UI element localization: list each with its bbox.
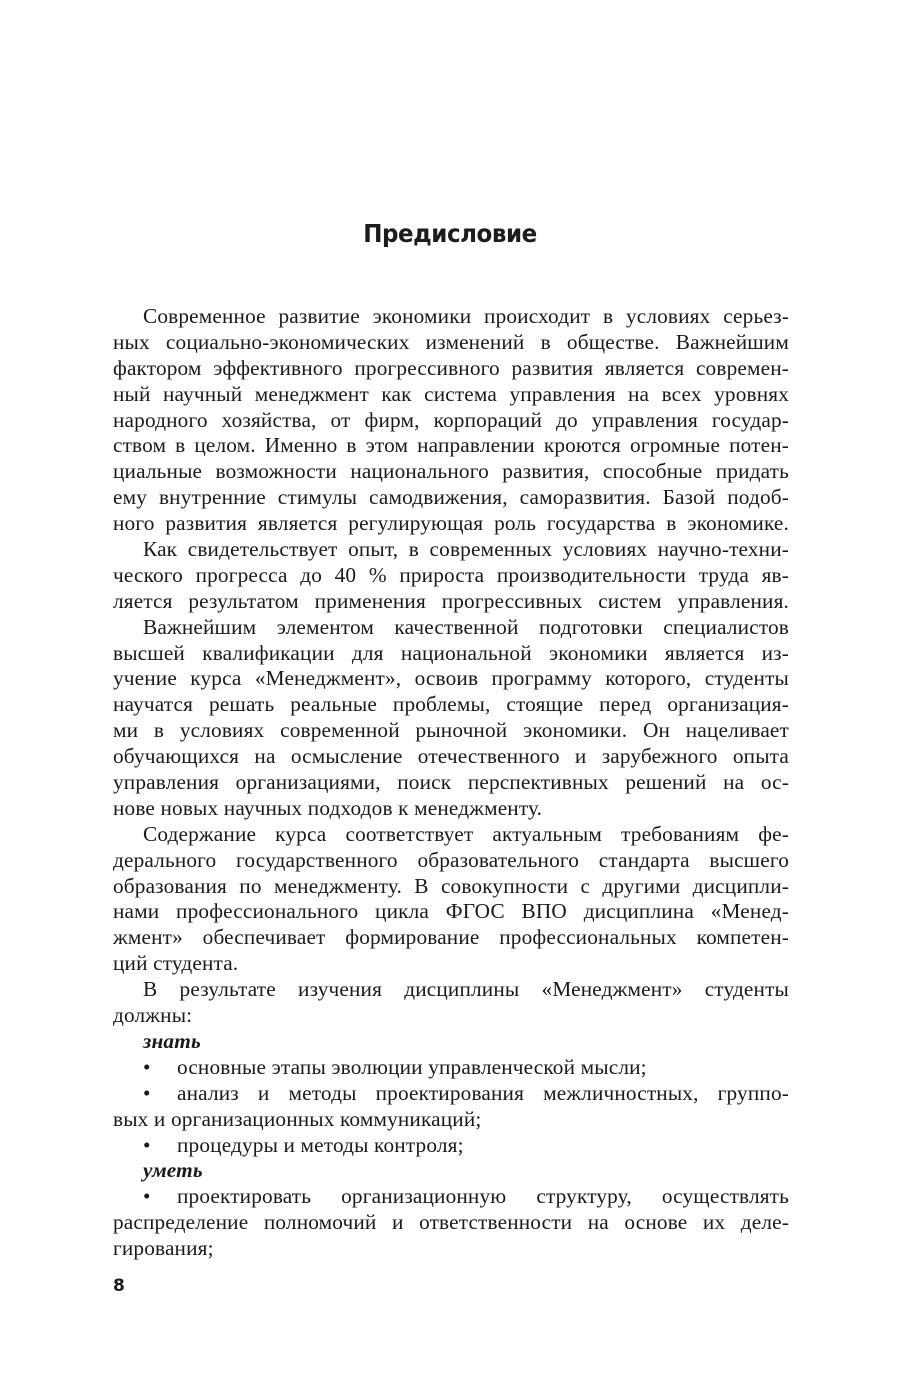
list-item-text: анализ и методы проектирования межличностных, группо- <box>177 1080 789 1105</box>
paragraph-line: нами профессионального цикла ФГОС ВПО дисциплина «Менед- <box>113 899 789 924</box>
paragraph-line: Современное развитие экономики происходит в условиях серьез- <box>143 304 789 328</box>
paragraph-line: ный научный менеджмент как система управления на всех уровнях <box>113 381 789 406</box>
paragraph-line: Важнейшим элементом качественной подготовки специалистов <box>143 614 789 639</box>
paragraph-line: ляется результатом применения прогрессивных систем управления. <box>113 588 789 613</box>
paragraph-line: Содержание курса соответствует актуальным требованиям фе- <box>143 821 789 846</box>
bullet-icon: • <box>143 1184 151 1209</box>
know-label: знать <box>143 1028 201 1053</box>
paragraph-line: циальные возможности национального развития, способные придать <box>113 459 789 484</box>
paragraph-line: ему внутренние стимулы самодвижения, саморазвития. Базой подоб- <box>113 485 789 510</box>
list-item <box>113 1081 789 1107</box>
paragraph-line: ческого прогресса до 40 % прироста производительности труда яв- <box>113 562 789 587</box>
paragraph-line: жмент» обеспечивает формирование профессиональных компетен- <box>113 925 789 950</box>
list-item <box>113 1184 789 1210</box>
page-number: 8 <box>113 1276 125 1296</box>
can-heading <box>113 1158 789 1184</box>
paragraph-line: ми в условиях современной рыночной экономики. Он нацеливает <box>113 718 789 743</box>
list-item <box>113 1055 789 1081</box>
paragraph-line: ций студента. <box>113 951 239 976</box>
paragraph-line: фактором эффективного прогрессивного развития является современ- <box>113 355 789 380</box>
paragraph-line: обучающихся на осмысление отечественного и зарубежного опыта <box>113 744 789 769</box>
page-title: Предисловие <box>363 219 537 248</box>
bullet-icon: • <box>143 1132 151 1157</box>
list-item-continuation: гирования; <box>113 1236 214 1261</box>
list-item-continuation: распределение полномочий и ответственности на основе их деле- <box>113 1210 789 1235</box>
paragraph-line: дерального государственного образовательного стандарта высшего <box>113 847 789 872</box>
can-label: уметь <box>143 1158 203 1183</box>
paragraph-line: высшей квалификации для национальной экономики является из- <box>113 640 789 665</box>
paragraph-line: ного развития является регулирующая роль государства в экономике. <box>113 511 789 536</box>
paragraph-line: нове новых научных подходов к менеджменту. <box>113 795 543 820</box>
paragraph-line: научатся решать реальные проблемы, стоящие перед организация- <box>113 692 789 717</box>
list-item <box>113 1133 789 1159</box>
body-text <box>113 304 789 1262</box>
paragraph-line: народного хозяйства, от фирм, корпораций до управления государ- <box>113 407 789 432</box>
paragraph-line: ством в целом. Именно в этом направлении кроются огромные потен- <box>113 433 789 458</box>
paragraph-line: должны: <box>113 1003 193 1028</box>
bullet-icon: • <box>143 1054 151 1079</box>
paragraph-line: Как свидетельствует опыт, в современных условиях научно-техни- <box>143 537 789 562</box>
paragraph-line: учение курса «Менеджмент», освоив программу которого, студенты <box>113 666 789 691</box>
list-item-text: основные этапы эволюции управленческой мысли; <box>177 1054 647 1079</box>
bullet-icon: • <box>143 1080 151 1105</box>
list-item-text: проектировать организационную структуру, осуществлять <box>177 1184 789 1209</box>
paragraph-line: управления организациями, поиск перспективных решений на ос- <box>113 770 789 795</box>
paragraph-line: В результате изучения дисциплины «Менеджмент» студенты <box>143 977 789 1002</box>
list-item-continuation: вых и организационных коммуникаций; <box>113 1106 482 1131</box>
paragraph-line: образования по менеджменту. В совокупности с другими дисципли- <box>113 873 789 898</box>
paragraph-line: ных социально-экономических изменений в обществе. Важнейшим <box>113 329 789 354</box>
know-heading <box>113 1029 789 1055</box>
list-item-text: процедуры и методы контроля; <box>177 1132 464 1157</box>
